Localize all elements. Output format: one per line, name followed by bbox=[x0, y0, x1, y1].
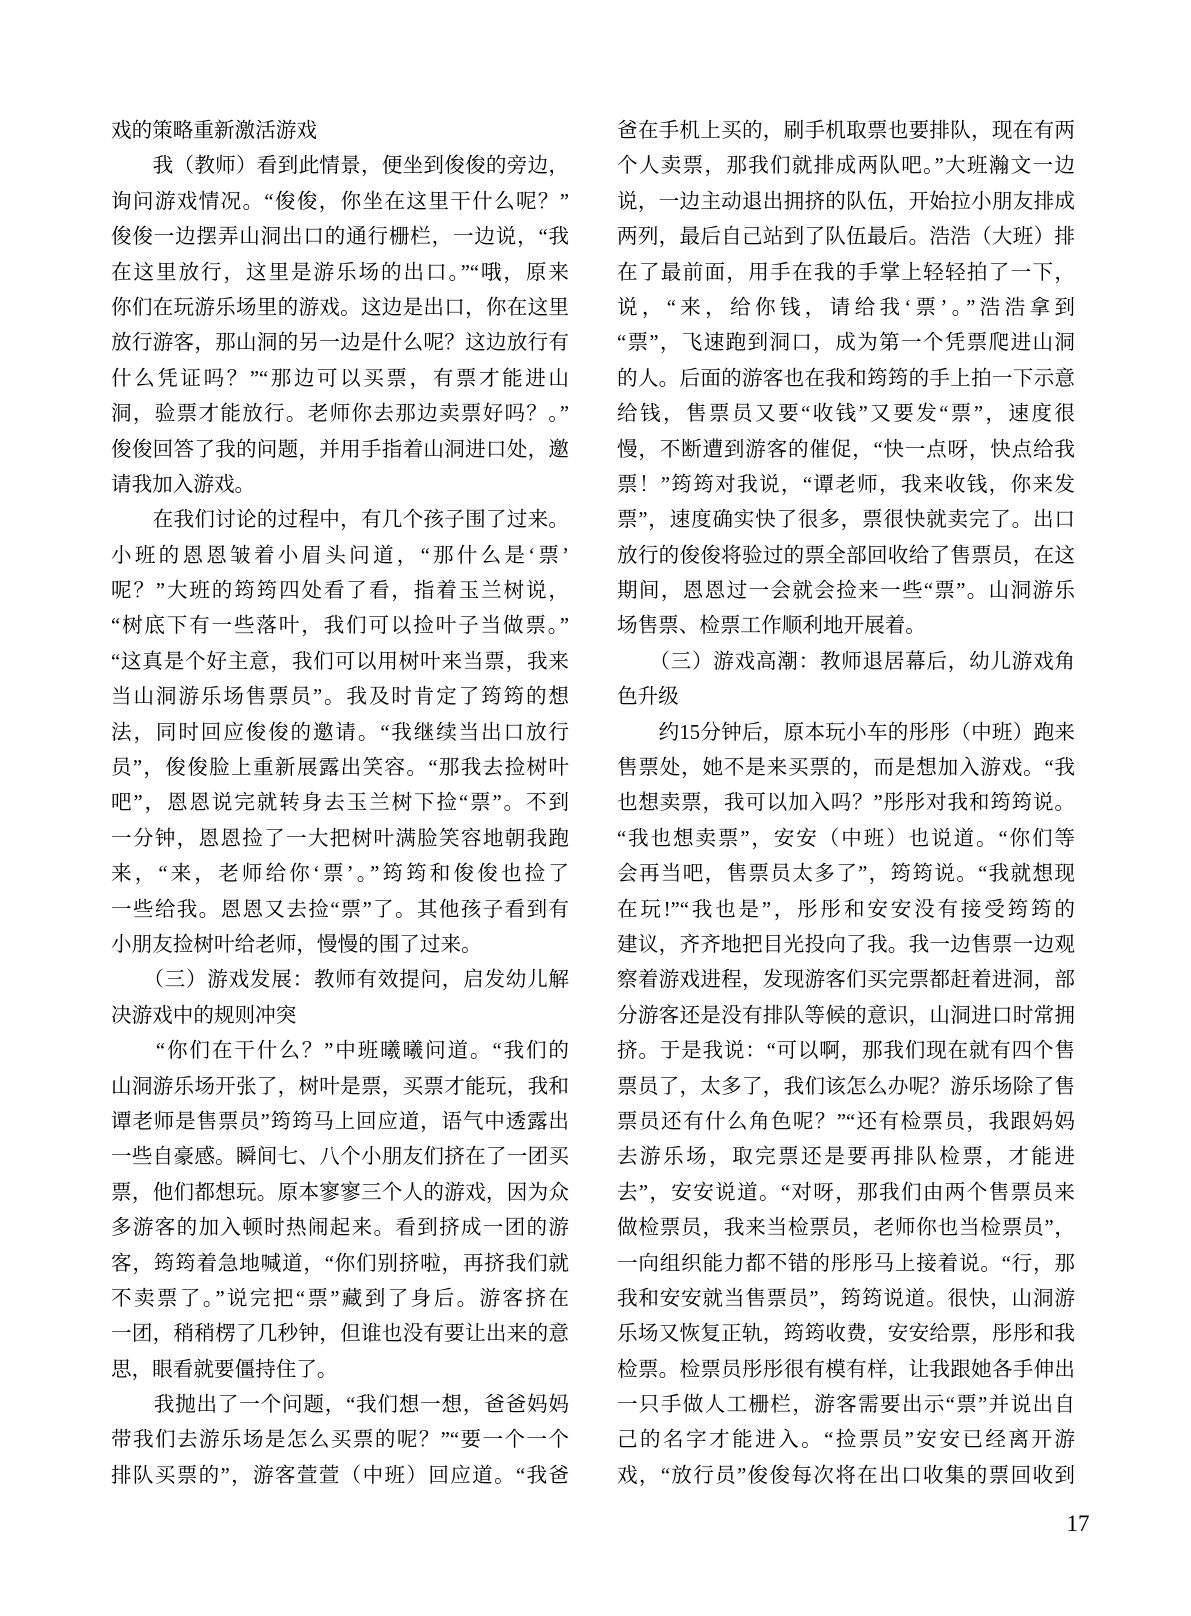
text-line: 带我们去游乐场是怎么买票的呢？”“要一个一个 bbox=[111, 1429, 569, 1452]
text-line: 说，一边主动退出拥挤的队伍，开始拉小朋友排成 bbox=[617, 190, 1075, 213]
text-line: 票！”筠筠对我说，“谭老师，我来收钱，你来发 bbox=[617, 473, 1075, 496]
text-line: 约15分钟后，原本玩小车的彤彤（中班）跑来 bbox=[617, 721, 1075, 744]
text-line: 一向组织能力都不错的彤彤马上接着说。“行，那 bbox=[617, 1252, 1075, 1275]
text-line: 个人卖票，那我们就排成两队吧。”大班瀚文一边 bbox=[617, 155, 1075, 178]
text-line: 的人。后面的游客也在我和筠筠的手上拍一下示意 bbox=[617, 367, 1075, 390]
text-line: 放行的俊俊将验过的票全部回收给了售票员，在这 bbox=[617, 544, 1075, 567]
text-line: 法，同时回应俊俊的邀请。“我继续当出口放行 bbox=[111, 721, 569, 744]
text-line: 小班的恩恩皱着小眉头问道，“那什么是‘票’ bbox=[111, 544, 569, 567]
text-line: 在我们讨论的过程中，有几个孩子围了过来。 bbox=[111, 509, 569, 532]
text-line: 己的名字才能进入。“捡票员”安安已经离开游 bbox=[617, 1429, 1075, 1452]
text-line: 会再当吧，售票员太多了”，筠筠说。“我就想现 bbox=[617, 863, 1075, 886]
text-line: 分游客还是没有排队等候的意识，山洞进口时常拥 bbox=[617, 1004, 1075, 1027]
text-line: 一分钟，恩恩捡了一大把树叶满脸笑容地朝我跑 bbox=[111, 827, 569, 850]
text-line: 什么凭证吗？”“那边可以买票，有票才能进山 bbox=[111, 367, 569, 390]
text-line: 去”，安安说道。“对呀，那我们由两个售票员来 bbox=[617, 1181, 1075, 1204]
text-line: 排队买票的”，游客萱萱（中班）回应道。“我爸 bbox=[111, 1464, 569, 1487]
text-line: 也想卖票，我可以加入吗？”彤彤对我和筠筠说。 bbox=[617, 792, 1075, 815]
text-line: （三）游戏高潮：教师退居幕后，幼儿游戏角 bbox=[617, 650, 1075, 673]
text-line: “这真是个好主意，我们可以用树叶来当票，我来 bbox=[111, 650, 569, 673]
text-line: 一只手做人工栅栏，游客需要出示“票”并说出自 bbox=[617, 1394, 1075, 1417]
text-line: “我也想卖票”，安安（中班）也说道。“你们等 bbox=[617, 827, 1075, 850]
text-line: 俊俊回答了我的问题，并用手指着山洞进口处，邀 bbox=[111, 438, 569, 461]
text-line: 票，他们都想玩。原本寥寥三个人的游戏，因为众 bbox=[111, 1181, 569, 1204]
text-line: 客，筠筠着急地喊道，“你们别挤啦，再挤我们就 bbox=[111, 1252, 569, 1275]
text-line: 票”，速度确实快了很多，票很快就卖完了。出口 bbox=[617, 509, 1075, 532]
text-line: 俊俊一边摆弄山洞出口的通行栅栏，一边说，“我 bbox=[111, 226, 569, 249]
text-line: 小朋友捡树叶给老师，慢慢的围了过来。 bbox=[111, 933, 482, 956]
text-line: “你们在干什么？”中班曦曦问道。“我们的 bbox=[111, 1040, 569, 1063]
text-line: “树底下有一些落叶，我们可以捡叶子当做票。” bbox=[111, 615, 569, 638]
text-line: 询问游戏情况。“俊俊，你坐在这里干什么呢？” bbox=[111, 190, 569, 213]
text-line: 不卖票了。”说完把“票”藏到了身后。游客挤在 bbox=[111, 1287, 569, 1310]
text-line: 呢？”大班的筠筠四处看了看，指着玉兰树说， bbox=[111, 580, 569, 603]
text-line: 我和安安就当售票员”，筠筠说道。很快，山洞游 bbox=[617, 1287, 1075, 1310]
text-line: 说，“来，给你钱，请给我‘票’。”浩浩拿到 bbox=[617, 296, 1075, 319]
text-line: “票”，飞速跑到洞口，成为第一个凭票爬进山洞 bbox=[617, 332, 1075, 355]
text-line: 我抛出了一个问题，“我们想一想，爸爸妈妈 bbox=[111, 1394, 569, 1417]
page-number: 17 bbox=[1066, 1511, 1090, 1536]
text-line: 在了最前面，用手在我的手掌上轻轻拍了一下， bbox=[617, 261, 1075, 284]
text-line: 在这里放行，这里是游乐场的出口。”“哦，原来 bbox=[111, 261, 569, 284]
text-line: 一些自豪感。瞬间七、八个小朋友们挤在了一团买 bbox=[111, 1146, 569, 1169]
text-line: 做检票员，我来当检票员，老师你也当检票员”， bbox=[617, 1217, 1075, 1240]
text-line: 爸在手机上买的，刷手机取票也要排队，现在有两 bbox=[617, 120, 1075, 142]
text-line: 吧”，恩恩说完就转身去玉兰树下捡“票”。不到 bbox=[111, 792, 569, 815]
text-line: 来，“来，老师给你‘票’。”筠筠和俊俊也捡了 bbox=[111, 863, 569, 886]
text-line: 戏，“放行员”俊俊每次将在出口收集的票回收到 bbox=[617, 1464, 1075, 1487]
text-line: 我（教师）看到此情景，便坐到俊俊的旁边， bbox=[111, 155, 569, 178]
right-column bbox=[617, 114, 1075, 1494]
text-line: 山洞游乐场开张了，树叶是票，买票才能玩，我和 bbox=[111, 1075, 569, 1098]
text-line: 票员还有什么角色呢？”“还有检票员，我跟妈妈 bbox=[617, 1110, 1075, 1133]
text-line: 一些给我。恩恩又去捡“票”了。其他孩子看到有 bbox=[111, 898, 569, 921]
text-line: 戏的策略重新激活游戏 bbox=[111, 120, 317, 142]
text-line: 洞，验票才能放行。老师你去那边卖票好吗？。” bbox=[111, 403, 569, 426]
text-line: 决游戏中的规则冲突 bbox=[111, 1004, 297, 1027]
text-line: （三）游戏发展：教师有效提问，启发幼儿解 bbox=[111, 969, 569, 992]
text-line: 乐场又恢复正轨，筠筠收费，安安给票，彤彤和我 bbox=[617, 1323, 1075, 1346]
text-line: 两列，最后自己站到了队伍最后。浩浩（大班）排 bbox=[617, 226, 1075, 249]
text-line: 给钱，售票员又要“收钱”又要发“票”，速度很 bbox=[617, 403, 1075, 426]
text-line: 一团，稍稍楞了几秒钟，但谁也没有要让出来的意 bbox=[111, 1323, 569, 1346]
text-line: 思，眼看就要僵持住了。 bbox=[111, 1358, 338, 1381]
text-line: 当山洞游乐场售票员”。我及时肯定了筠筠的想 bbox=[111, 686, 569, 709]
text-line: 谭老师是售票员”筠筠马上回应道，语气中透露出 bbox=[111, 1110, 569, 1133]
text-line: 售票处，她不是来买票的，而是想加入游戏。“我 bbox=[617, 757, 1075, 780]
text-line: 票员了，太多了，我们该怎么办呢？游乐场除了售 bbox=[617, 1075, 1075, 1098]
text-line: 请我加入游戏。 bbox=[111, 473, 256, 496]
text-line: 在玩!”“我也是”，彤彤和安安没有接受筠筠的 bbox=[617, 898, 1075, 921]
text-line: 建议，齐齐地把目光投向了我。我一边售票一边观 bbox=[617, 933, 1075, 956]
text-line: 挤。于是我说：“可以啊，那我们现在就有四个售 bbox=[617, 1040, 1075, 1063]
text-line: 期间，恩恩过一会就会捡来一些“票”。山洞游乐 bbox=[617, 580, 1075, 603]
article-body bbox=[111, 114, 1075, 1494]
text-line: 员”，俊俊脸上重新展露出笑容。“那我去捡树叶 bbox=[111, 757, 569, 780]
text-line: 去游乐场，取完票还是要再排队检票，才能进 bbox=[617, 1146, 1075, 1169]
text-line: 慢，不断遭到游客的催促，“快一点呀，快点给我 bbox=[617, 438, 1075, 461]
text-line: 场售票、检票工作顺利地开展着。 bbox=[617, 615, 926, 638]
text-line: 放行游客，那山洞的另一边是什么呢？这边放行有 bbox=[111, 332, 569, 355]
text-line: 察着游戏进程，发现游客们买完票都赶着进洞，部 bbox=[617, 969, 1075, 992]
text-line: 你们在玩游乐场里的游戏。这边是出口，你在这里 bbox=[111, 296, 569, 319]
left-column bbox=[111, 114, 569, 1494]
text-line: 检票。检票员彤彤很有模有样，让我跟她各手伸出 bbox=[617, 1358, 1075, 1381]
text-line: 多游客的加入顿时热闹起来。看到挤成一团的游 bbox=[111, 1217, 569, 1240]
text-line: 色升级 bbox=[617, 686, 679, 709]
